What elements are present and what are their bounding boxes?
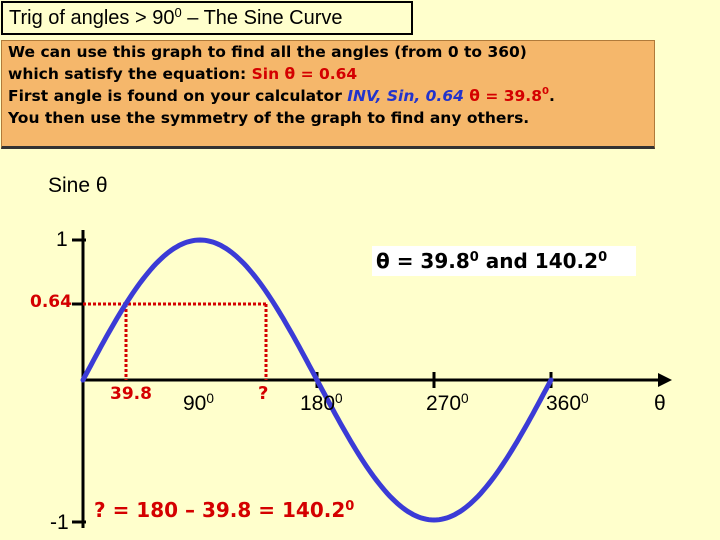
first-angle: θ = 39.8 <box>463 87 542 105</box>
x-axis-arrow <box>658 373 672 387</box>
formula-label: ? = $180 - 39.8 = 140.2^0$ <box>94 498 355 522</box>
title-text-end: – The Sine Curve <box>181 7 343 29</box>
info-line-4: You then use the symmetry of the graph to find any others. <box>8 109 530 127</box>
x-label-39-8: 39.8 <box>110 384 152 404</box>
title-text: Trig of angles > 90 <box>9 7 175 29</box>
equation: Sin θ = 0.64 <box>251 65 358 83</box>
info-line-1: We can use this graph to find all the angles (from 0 to 360) <box>8 43 527 61</box>
x-label-360: $360^0$ <box>546 391 589 415</box>
y-axis-label: Sine θ <box>48 174 108 197</box>
x-label-180: $180^0$ <box>300 391 343 415</box>
y-tick-label-1: 1 <box>56 228 68 251</box>
title-degree: 0 <box>174 5 182 20</box>
x-label-question: ? <box>258 383 269 404</box>
y-value-label-064: 0.64 <box>30 292 72 312</box>
info-line-2: which satisfy the equation: Sin θ = 0.64 <box>8 65 358 83</box>
x-label-90: $90^0$ <box>183 391 214 415</box>
answer-label: $\theta = 39.8^0$ and 140.2$^0$ <box>372 246 636 276</box>
x-label-270: $270^0$ <box>426 391 469 415</box>
calculator-keys: INV, Sin, 0.64 <box>347 87 464 105</box>
x-axis-label: θ <box>654 392 666 415</box>
y-tick-label-m1: -1 <box>50 511 69 534</box>
info-line-3: First angle is found on your calculator INV, Sin, 0.64 $\theta = 39.8^0$. <box>8 86 555 105</box>
